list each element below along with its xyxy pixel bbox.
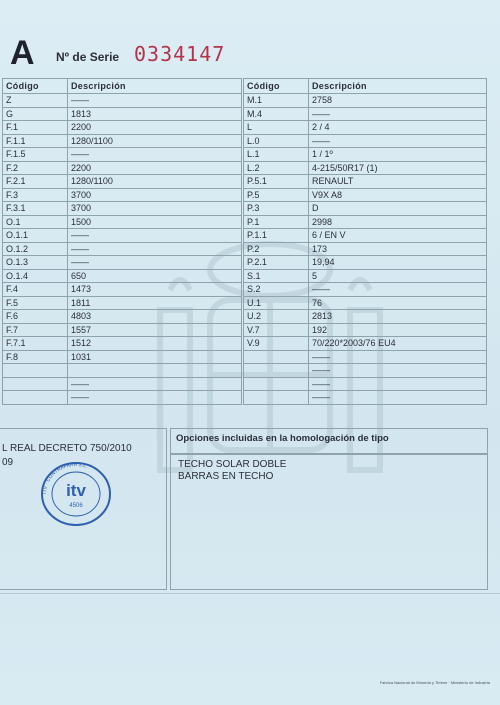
table-row	[3, 256, 242, 270]
description-cell: ——	[309, 377, 487, 391]
description-cell: ——	[309, 283, 487, 297]
table-row	[3, 161, 242, 175]
code-cell: P.2.1	[244, 256, 309, 270]
stamp-number: 4506	[69, 503, 83, 509]
description-cell: ——	[68, 377, 242, 391]
table-row	[3, 296, 242, 310]
table-row	[244, 269, 487, 283]
table-row	[3, 377, 242, 391]
description-cell: 1 / 1º	[309, 148, 487, 162]
code-cell: U.2	[244, 310, 309, 324]
header-descripcion: Descripción	[309, 79, 487, 94]
table-row	[3, 107, 242, 121]
table-row	[244, 323, 487, 337]
table-header-row	[244, 79, 487, 94]
description-cell: 70/220*2003/76 EU4	[309, 337, 487, 351]
table-row	[3, 269, 242, 283]
description-cell: RENAULT	[309, 175, 487, 189]
table-row	[3, 364, 242, 378]
description-cell: ——	[309, 364, 487, 378]
code-cell: L	[244, 121, 309, 135]
code-cell: F.1	[3, 121, 68, 135]
description-cell: ——	[68, 148, 242, 162]
code-cell: F.3	[3, 188, 68, 202]
table-row	[3, 121, 242, 135]
description-cell: ——	[68, 242, 242, 256]
description-cell: 5	[309, 269, 487, 283]
code-cell: O.1.3	[3, 256, 68, 270]
bottom-divider	[0, 593, 500, 594]
code-cell: V.9	[244, 337, 309, 351]
description-cell: 2 / 4	[309, 121, 487, 135]
code-cell: S.2	[244, 283, 309, 297]
code-cell: P.5.1	[244, 175, 309, 189]
description-cell: ——	[68, 94, 242, 108]
description-cell: ——	[68, 229, 242, 243]
code-cell: G	[3, 107, 68, 121]
itv-stamp	[36, 460, 116, 528]
decreto-text-2: 09	[2, 457, 14, 468]
code-cell: F.1.5	[3, 148, 68, 162]
description-cell: 1473	[68, 283, 242, 297]
code-cell: F.6	[3, 310, 68, 324]
description-cell: 1031	[68, 350, 242, 364]
description-cell: 6 / EN V	[309, 229, 487, 243]
code-cell: L.0	[244, 134, 309, 148]
table-row	[244, 350, 487, 364]
description-cell: 1500	[68, 215, 242, 229]
table-row	[244, 256, 487, 270]
code-cell: O.1.1	[3, 229, 68, 243]
description-cell: 19,94	[309, 256, 487, 270]
table-row	[244, 296, 487, 310]
code-cell: F.5	[3, 296, 68, 310]
table-row	[3, 350, 242, 364]
options-title: Opciones incluidas en la homologación de tipo	[176, 433, 389, 444]
code-cell: V.7	[244, 323, 309, 337]
table-row	[3, 202, 242, 216]
code-cell: F.1.1	[3, 134, 68, 148]
code-cell: P.3	[244, 202, 309, 216]
code-cell: P.1.1	[244, 229, 309, 243]
table-row	[3, 175, 242, 189]
description-cell: 650	[68, 269, 242, 283]
description-cell: 76	[309, 296, 487, 310]
table-row	[3, 310, 242, 324]
table-row	[3, 242, 242, 256]
left-data-table	[2, 78, 242, 405]
description-cell	[68, 364, 242, 378]
table-row	[244, 229, 487, 243]
description-cell: 3700	[68, 202, 242, 216]
description-cell: 3700	[68, 188, 242, 202]
table-row	[244, 283, 487, 297]
table-row	[244, 107, 487, 121]
table-row	[244, 202, 487, 216]
code-cell: P.1	[244, 215, 309, 229]
table-row	[3, 94, 242, 108]
right-data-table	[243, 78, 487, 405]
header-codigo: Código	[244, 79, 309, 94]
table-row	[244, 391, 487, 405]
table-row	[3, 215, 242, 229]
table-row	[3, 229, 242, 243]
code-cell: S.1	[244, 269, 309, 283]
document-letter: A	[10, 34, 35, 72]
footer-text: Fabrica Nacional de Moneda y Timbre · Ministerio de Industria	[379, 680, 490, 685]
table-row	[244, 215, 487, 229]
table-row	[244, 94, 487, 108]
code-cell	[244, 350, 309, 364]
option-line: TECHO SOLAR DOBLE	[178, 459, 287, 470]
code-cell	[3, 391, 68, 405]
code-cell: F.7.1	[3, 337, 68, 351]
code-cell: O.1.2	[3, 242, 68, 256]
description-cell: 1280/1100	[68, 134, 242, 148]
code-cell: F.7	[3, 323, 68, 337]
description-cell: 2758	[309, 94, 487, 108]
table-row	[244, 377, 487, 391]
code-cell: M.1	[244, 94, 309, 108]
code-cell: O.1	[3, 215, 68, 229]
code-cell: F.2	[3, 161, 68, 175]
table-row	[244, 121, 487, 135]
description-cell: 2200	[68, 121, 242, 135]
header-descripcion: Descripción	[68, 79, 242, 94]
description-cell: 1811	[68, 296, 242, 310]
header-codigo: Código	[3, 79, 68, 94]
code-cell	[244, 364, 309, 378]
description-cell: D	[309, 202, 487, 216]
table-row	[3, 323, 242, 337]
table-row	[3, 188, 242, 202]
description-cell: 1280/1100	[68, 175, 242, 189]
description-cell: ——	[309, 134, 487, 148]
option-line: BARRAS EN TECHO	[178, 471, 274, 482]
table-row	[244, 310, 487, 324]
table-row	[244, 188, 487, 202]
code-cell: F.3.1	[3, 202, 68, 216]
code-cell	[3, 377, 68, 391]
description-cell: 173	[309, 242, 487, 256]
code-cell	[244, 377, 309, 391]
description-cell: ——	[309, 350, 487, 364]
table-row	[3, 148, 242, 162]
description-cell: 4-215/50R17 (1)	[309, 161, 487, 175]
description-cell: ——	[68, 256, 242, 270]
code-cell: M.4	[244, 107, 309, 121]
description-cell: 1512	[68, 337, 242, 351]
code-cell: L.1	[244, 148, 309, 162]
serie-label: Nº de Serie	[56, 50, 120, 64]
decreto-text: L REAL DECRETO 750/2010	[2, 443, 132, 454]
description-cell: ——	[68, 391, 242, 405]
serie-number: 0334147	[134, 42, 226, 66]
description-cell: 2998	[309, 215, 487, 229]
code-cell: P.5	[244, 188, 309, 202]
code-cell: F.8	[3, 350, 68, 364]
code-cell	[244, 391, 309, 405]
table-row	[3, 134, 242, 148]
stamp-ring-text: ITV · CONTRAPARA S.L.	[41, 461, 89, 495]
description-cell: 1813	[68, 107, 242, 121]
table-header-row	[3, 79, 242, 94]
description-cell: ——	[309, 391, 487, 405]
description-cell: 4803	[68, 310, 242, 324]
table-row	[244, 161, 487, 175]
stamp-logo: itv	[66, 481, 86, 500]
table-row	[3, 391, 242, 405]
description-cell: 2813	[309, 310, 487, 324]
description-cell: V9X A8	[309, 188, 487, 202]
code-cell: L.2	[244, 161, 309, 175]
table-row	[244, 134, 487, 148]
description-cell: 192	[309, 323, 487, 337]
description-cell: 1557	[68, 323, 242, 337]
code-cell	[3, 364, 68, 378]
table-row	[3, 337, 242, 351]
code-cell: O.1.4	[3, 269, 68, 283]
table-row	[244, 175, 487, 189]
code-cell: F.2.1	[3, 175, 68, 189]
code-cell: U.1	[244, 296, 309, 310]
description-cell: ——	[309, 107, 487, 121]
code-cell: F.4	[3, 283, 68, 297]
table-row	[244, 242, 487, 256]
code-cell: Z	[3, 94, 68, 108]
table-row	[244, 148, 487, 162]
description-cell: 2200	[68, 161, 242, 175]
table-row	[3, 283, 242, 297]
code-cell: P.2	[244, 242, 309, 256]
table-row	[244, 337, 487, 351]
table-row	[244, 364, 487, 378]
